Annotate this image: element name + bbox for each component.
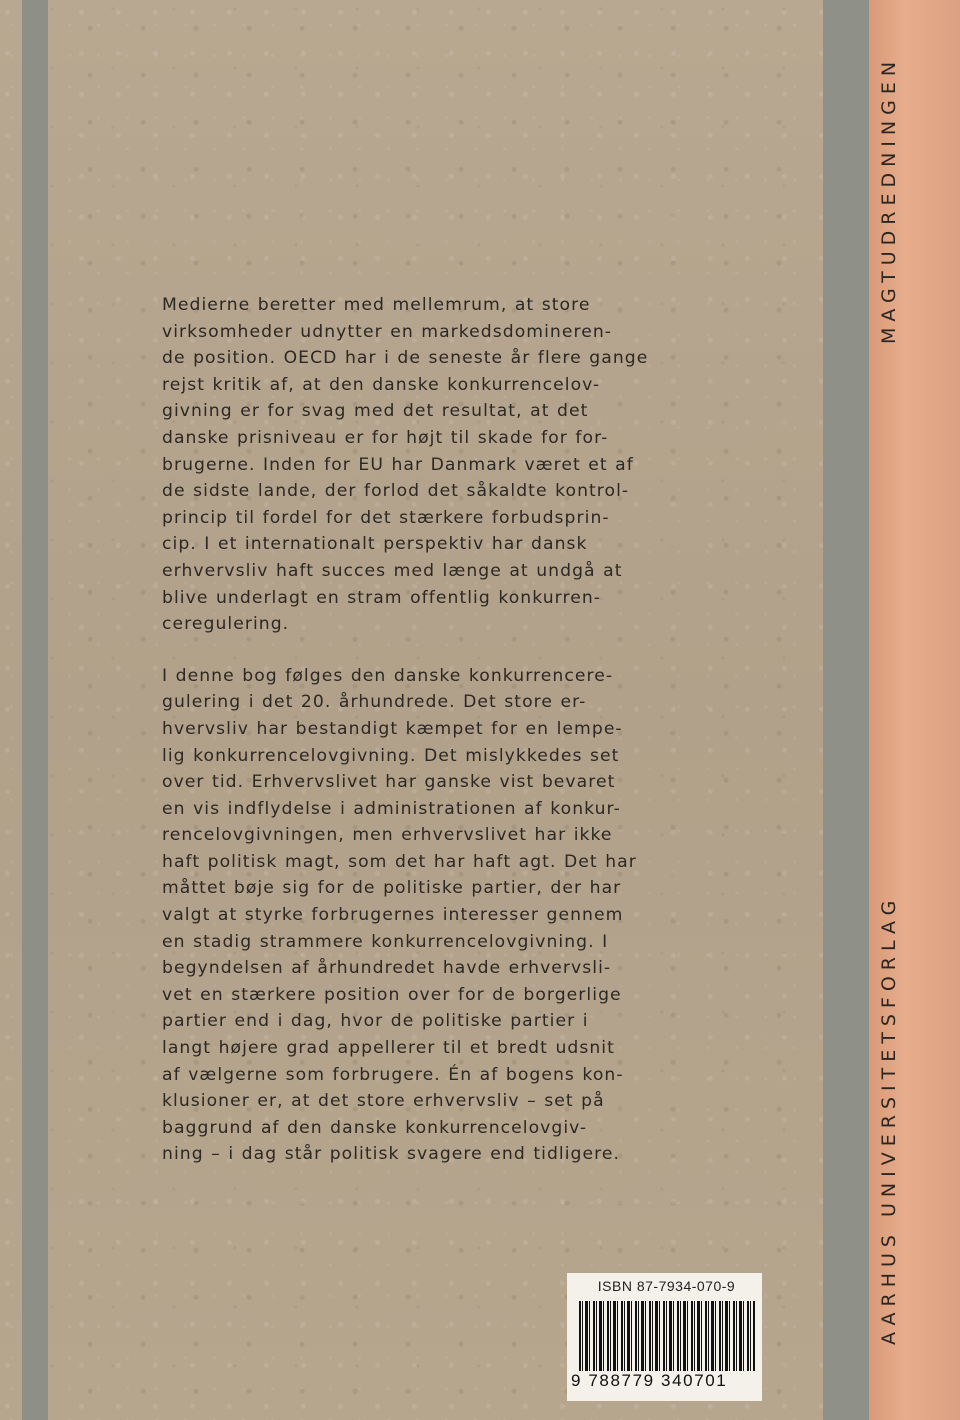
isbn-label: ISBN 87-7934-070-9 [597,1278,736,1294]
barcode-digits: 9 788779 340701 [571,1371,728,1390]
barcode-icon [579,1301,755,1371]
right-grey-stripe [823,0,869,1420]
spine-series-title: MAGTUDREDNINGEN [878,55,900,345]
blurb-paragraph-1: Medierne beretter med mellemrum, at store virksomheder udnytter en markedsdomineren- de position. OECD har i de seneste år flere gange rejst kritik af, at den danske konkurrencelov- givning er for svag med det resultat, at det danske prisniveau er for højt til skade for for- brugerne. Inden for EU har Danmark været et af de sidste lande, der forlod det såkaldte kontrol- princip til fordel for det stærkere forbudsprin- cip. I et internationalt perspektiv har dansk erhvervsliv haft succes med længe at undgå at blive underlagt en stram offentlig konkurren- ceregulering. [162,295,649,635]
left-grey-stripe [22,0,48,1420]
back-cover-blurb [162,292,730,1193]
spine-publisher-name: AARHUS UNIVERSITETSFORLAG [878,894,900,1346]
isbn-barcode-box [567,1273,762,1401]
blurb-paragraph-2: I denne bog følges den danske konkurrencere- gulering i det 20. århundrede. Det store er- hvervsliv har bestandigt kæmpet for en lempe- lig konkurrencelovgivning. Det mislykkedes set over tid. Erhvervslivet har ganske vist bevaret en vis indflydelse i administrationen af konkur- rencelovgivningen, men erhvervslivet har ikke haft politisk magt, som det har haft agt. Det har måttet bøje sig for de politiske partier, der har valgt at styrke forbrugernes interesser gennem en stadig strammere konkurrencelovgivning. I begyndelsen af århundredet havde erhvervsli- vet en stærkere position over for de borgerlige partier end i dag, hvor de politiske partier i langt højere grad appellerer til et bredt udsnit af vælgerne som forbrugere. Én af bogens kon- klusioner er, at det store erhvervsliv – set på baggrund af den danske konkurrencelovgiv- ning – i dag står politisk svagere end tidligere. [162,665,637,1165]
